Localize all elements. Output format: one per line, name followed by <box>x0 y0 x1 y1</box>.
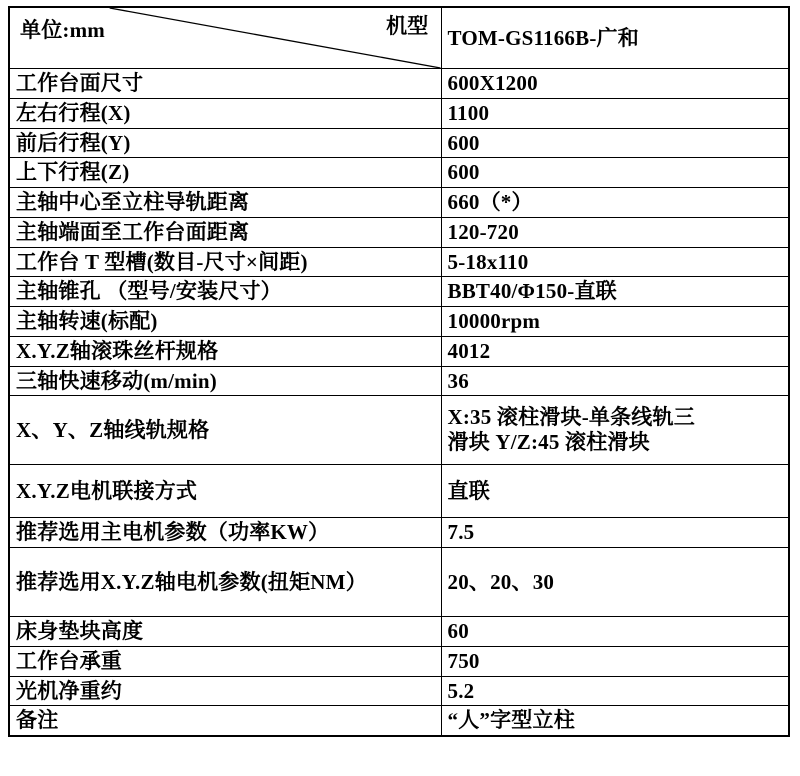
row-value: 20、20、30 <box>441 548 789 617</box>
table-row <box>9 69 789 99</box>
table-row <box>9 646 789 676</box>
row-value-line1: X:35 滚柱滑块-单条线轨三 <box>447 404 695 429</box>
table-row <box>9 217 789 247</box>
row-label: X.Y.Z轴滚珠丝杆规格 <box>9 336 441 366</box>
row-label: 床身垫块高度 <box>9 617 441 647</box>
table-row <box>9 548 789 617</box>
row-label: 前后行程(Y) <box>9 128 441 158</box>
table-row <box>9 465 789 518</box>
row-label: 推荐选用X.Y.Z轴电机参数(扭矩NM） <box>9 548 441 617</box>
row-label: X、Y、Z轴线轨规格 <box>9 396 441 465</box>
row-value: 5-18x110 <box>441 247 789 277</box>
row-label: 备注 <box>9 706 441 736</box>
table-row <box>9 188 789 218</box>
row-value: 10000rpm <box>441 307 789 337</box>
table-row <box>9 128 789 158</box>
table-row-header <box>9 7 789 69</box>
table-row <box>9 396 789 465</box>
row-label: X.Y.Z电机联接方式 <box>9 465 441 518</box>
table-row <box>9 307 789 337</box>
row-value <box>441 396 789 465</box>
model-label: 机型 <box>386 14 429 38</box>
row-value: 直联 <box>441 465 789 518</box>
row-label: 工作台面尺寸 <box>9 69 441 99</box>
row-value: BBT40/Φ150-直联 <box>441 277 789 307</box>
row-label: 主轴转速(标配) <box>9 307 441 337</box>
row-value-line2: 滑块 Y/Z:45 滚柱滑块 <box>447 430 650 455</box>
row-value: 600 <box>441 158 789 188</box>
model-value: TOM-GS1166B-广和 <box>441 7 789 69</box>
row-label: 主轴端面至工作台面距离 <box>9 217 441 247</box>
row-value: 600 <box>441 128 789 158</box>
table-row <box>9 676 789 706</box>
row-value: “人”字型立柱 <box>441 706 789 736</box>
row-value: 36 <box>441 366 789 396</box>
row-label: 推荐选用主电机参数（功率KW） <box>9 518 441 548</box>
row-value: 4012 <box>441 336 789 366</box>
unit-label: 单位:mm <box>20 18 105 42</box>
row-label: 左右行程(X) <box>9 98 441 128</box>
table-row <box>9 277 789 307</box>
row-value: 750 <box>441 646 789 676</box>
spec-sheet <box>0 6 800 776</box>
row-label: 主轴中心至立柱导轨距离 <box>9 188 441 218</box>
row-value: 1100 <box>441 98 789 128</box>
row-label: 三轴快速移动(m/min) <box>9 366 441 396</box>
table-row <box>9 98 789 128</box>
row-value: 660（*） <box>441 188 789 218</box>
row-label: 上下行程(Z) <box>9 158 441 188</box>
specification-table <box>8 6 790 737</box>
row-value: 5.2 <box>441 676 789 706</box>
table-row <box>9 518 789 548</box>
row-label: 主轴锥孔 （型号/安装尺寸） <box>9 277 441 307</box>
row-label: 工作台承重 <box>9 646 441 676</box>
table-row <box>9 247 789 277</box>
table-row <box>9 366 789 396</box>
row-value: 7.5 <box>441 518 789 548</box>
table-row <box>9 158 789 188</box>
row-value: 120-720 <box>441 217 789 247</box>
table-row <box>9 617 789 647</box>
row-label: 工作台 T 型槽(数目-尺寸×间距) <box>9 247 441 277</box>
row-value: 600X1200 <box>441 69 789 99</box>
header-diagonal-cell <box>9 7 441 69</box>
table-row <box>9 336 789 366</box>
table-row <box>9 706 789 736</box>
row-label: 光机净重约 <box>9 676 441 706</box>
row-value: 60 <box>441 617 789 647</box>
